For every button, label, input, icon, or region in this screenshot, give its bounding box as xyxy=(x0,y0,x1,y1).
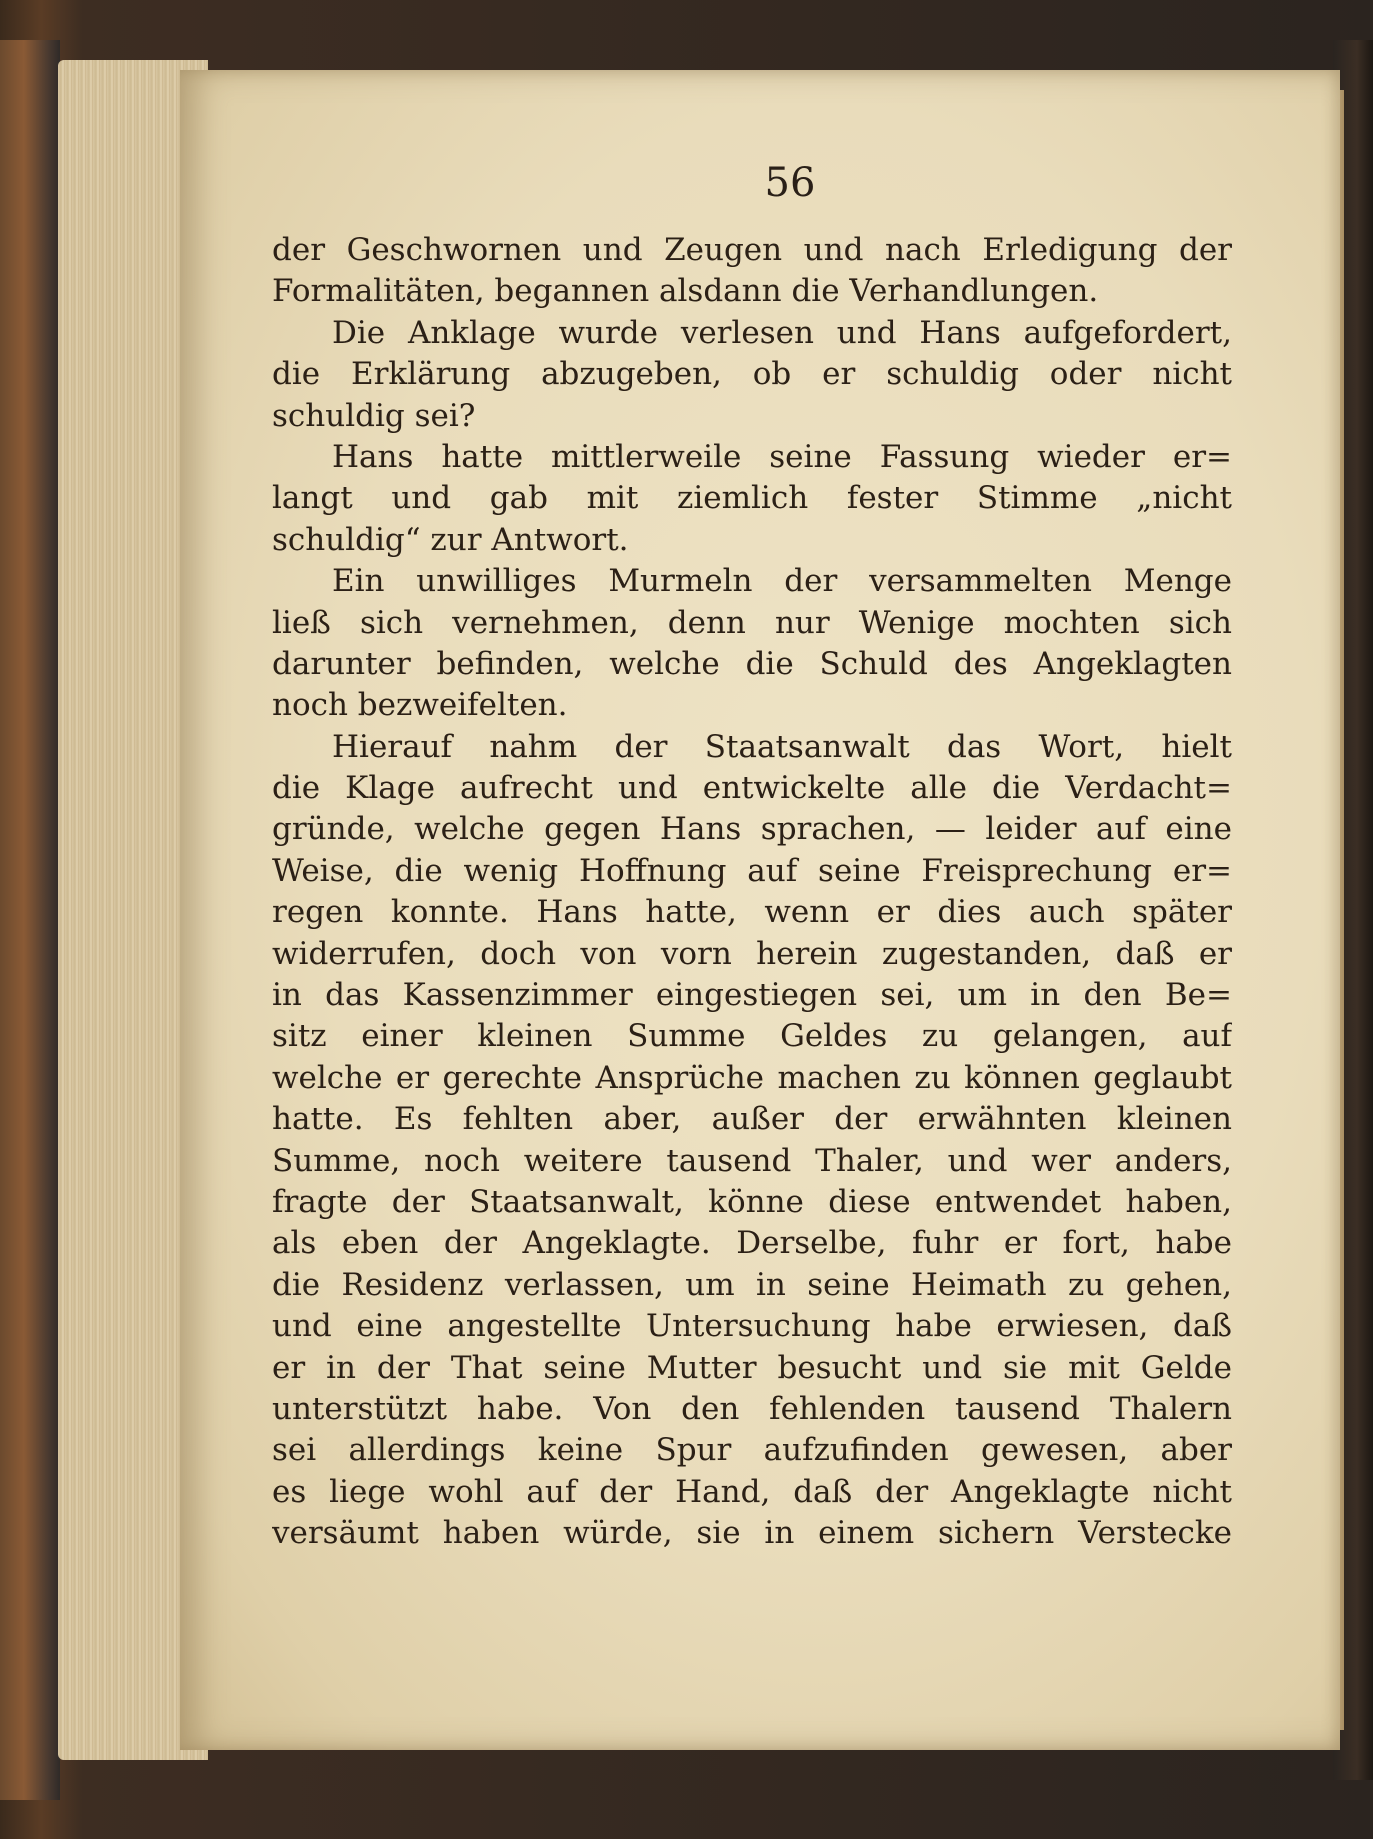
text-line: regen konnte. Hans hatte, wenn er dies auch später xyxy=(272,894,1232,931)
text-line: sei allerdings keine Spur aufzufinden gewesen, aber xyxy=(272,1432,1232,1469)
text-line: langt und gab mit ziemlich fester Stimme „nicht xyxy=(272,480,1232,517)
text-line: der Geschwornen und Zeugen und nach Erledigung der xyxy=(272,232,1232,268)
text-line: Weise, die wenig Hoffnung auf seine Freisprechung er= xyxy=(272,852,1232,889)
text-line: Hierauf nahm der Staatsanwalt das Wort, hielt xyxy=(332,728,1232,765)
book-spine-edge xyxy=(0,40,60,1800)
text-line: die Erklärung abzugeben, ob er schuldig oder nicht xyxy=(272,356,1232,393)
text-line: schuldig sei? xyxy=(272,397,476,434)
text-line: hatte. Es fehlten aber, außer der erwähnten kleinen xyxy=(272,1101,1232,1138)
text-line: Ein unwilliges Murmeln der versammelten Menge xyxy=(332,563,1232,600)
text-line: Summe, noch weitere tausend Thaler, und wer anders, xyxy=(272,1142,1232,1179)
text-line: gründe, welche gegen Hans sprachen, — leider auf eine xyxy=(272,811,1232,848)
text-line: Hans hatte mittlerweile seine Fassung wieder er= xyxy=(332,438,1232,475)
text-line: schuldig“ zur Antwort. xyxy=(272,521,629,558)
text-line: er in der That seine Mutter besucht und sie mit Gelde xyxy=(272,1349,1232,1386)
text-line: welche er gerechte Ansprüche machen zu können geglaubt xyxy=(272,1059,1232,1096)
page-text xyxy=(272,230,1232,1555)
text-line: versäumt haben würde, sie in einem sichern Verstecke xyxy=(272,1515,1232,1552)
text-line: es liege wohl auf der Hand, daß der Angeklagte nicht xyxy=(272,1473,1232,1510)
text-line: als eben der Angeklagte. Derselbe, fuhr er fort, habe xyxy=(272,1225,1232,1262)
text-line: Formalitäten, begannen alsdann die Verhandlungen. xyxy=(272,273,1099,310)
text-line: sitz einer kleinen Summe Geldes zu gelangen, auf xyxy=(272,1018,1232,1055)
text-line: die Klage aufrecht und entwickelte alle die Verdacht= xyxy=(272,770,1232,807)
text-line: ließ sich vernehmen, denn nur Wenige mochten sich xyxy=(272,604,1232,641)
book-page xyxy=(180,70,1340,1750)
page-number: 56 xyxy=(764,160,816,206)
text-line: unterstützt habe. Von den fehlenden tausend Thalern xyxy=(272,1390,1232,1427)
text-line: darunter befinden, welche die Schuld des Angeklagten xyxy=(272,645,1232,682)
text-line: fragte der Staatsanwalt, könne diese entwendet haben, xyxy=(272,1183,1232,1220)
text-line: und eine angestellte Untersuchung habe erwiesen, daß xyxy=(272,1308,1232,1345)
text-line: Die Anklage wurde verlesen und Hans aufgefordert, xyxy=(332,314,1232,351)
text-line: die Residenz verlassen, um in seine Heimath zu gehen, xyxy=(272,1266,1232,1303)
text-line: noch bezweifelten. xyxy=(272,687,568,724)
text-line: widerrufen, doch von vorn herein zugestanden, daß er xyxy=(272,935,1232,972)
text-line: in das Kassenzimmer eingestiegen sei, um in den Be= xyxy=(272,977,1232,1014)
